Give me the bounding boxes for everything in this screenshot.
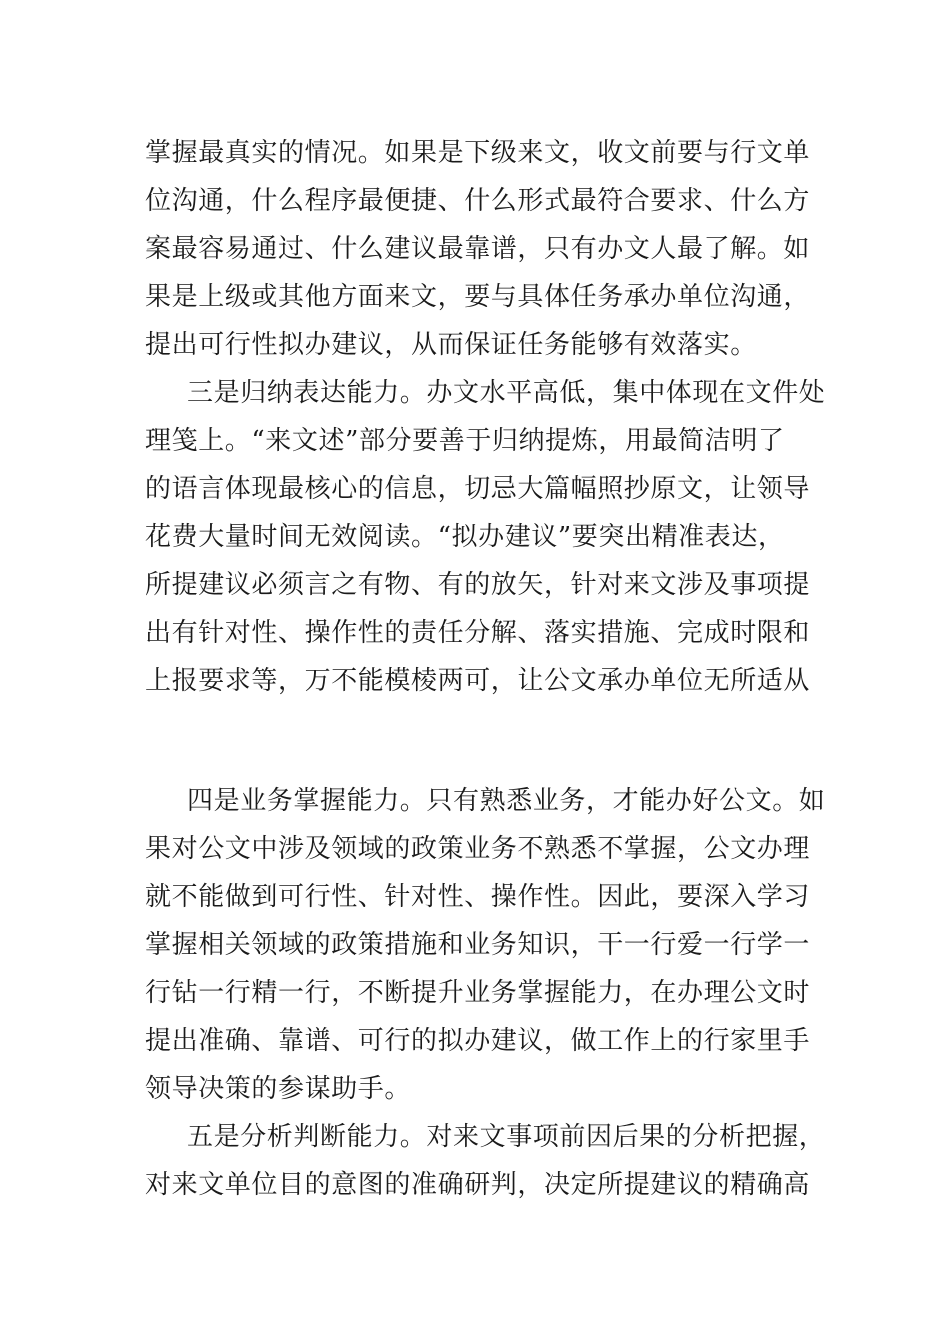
paragraph-heading-line: 五是分析判断能力。对来文事项前因后果的分析把握， bbox=[187, 1122, 826, 1152]
text-line: 果是上级或其他方面来文，要与具体任务承办单位沟通， bbox=[145, 282, 811, 312]
text-line: 案最容易通过、什么建议最靠谱，只有办文人最了解。如 bbox=[145, 234, 811, 264]
text-line: 提出准确、靠谱、可行的拟办建议，做工作上的行家里手 bbox=[145, 1026, 811, 1056]
text-line: 上报要求等，万不能模棱两可，让公文承办单位无所适从 bbox=[145, 666, 811, 696]
text-line: 就不能做到可行性、针对性、操作性。因此，要深入学习 bbox=[145, 882, 811, 912]
text-line: 位沟通，什么程序最便捷、什么形式最符合要求、什么方 bbox=[145, 186, 811, 216]
text-line: 提出可行性拟办建议，从而保证任务能够有效落实。 bbox=[145, 330, 757, 360]
text-line: 理笺上。“来文述”部分要善于归纳提炼，用最简洁明了 bbox=[145, 426, 785, 456]
text-line: 领导决策的参谋助手。 bbox=[145, 1074, 412, 1104]
text-line: 行钻一行精一行，不断提升业务掌握能力，在办理公文时 bbox=[145, 978, 811, 1008]
text-line: 掌握最真实的情况。如果是下级来文，收文前要与行文单 bbox=[145, 138, 811, 168]
paragraph-heading-line: 四是业务掌握能力。只有熟悉业务，才能办好公文。如 bbox=[187, 786, 826, 816]
text-line: 的语言体现最核心的信息，切忌大篇幅照抄原文，让领导 bbox=[145, 474, 811, 504]
text-line: 对来文单位目的意图的准确研判，决定所提建议的精确高 bbox=[145, 1170, 811, 1200]
text-line: 果对公文中涉及领域的政策业务不熟悉不掌握，公文办理 bbox=[145, 834, 811, 864]
text-line: 花费大量时间无效阅读。“拟办建议”要突出精准表达， bbox=[145, 522, 785, 552]
paragraph-heading-line: 三是归纳表达能力。办文水平高低，集中体现在文件处 bbox=[187, 378, 826, 408]
text-line: 所提建议必须言之有物、有的放矢，针对来文涉及事项提 bbox=[145, 570, 811, 600]
text-line: 掌握相关领域的政策措施和业务知识，干一行爱一行学一 bbox=[145, 930, 811, 960]
text-line: 出有针对性、操作性的责任分解、落实措施、完成时限和 bbox=[145, 618, 811, 648]
